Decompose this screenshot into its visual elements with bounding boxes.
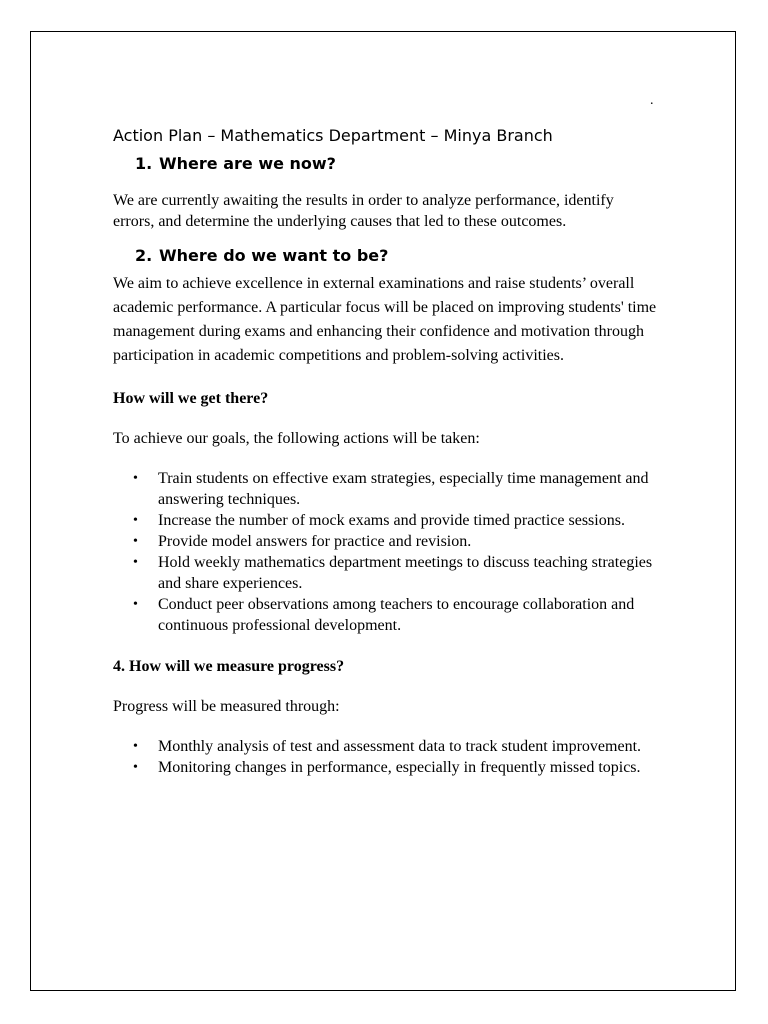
list-item: • Increase the number of mock exams and provide timed practice sessions. (133, 512, 625, 529)
section-1-number: 1. (135, 154, 153, 173)
section-3-intro: To achieve our goals, the following actions will be taken: (113, 430, 480, 447)
section-2-paragraph: We aim to achieve excellence in external examinations and raise students’ overall academic performance. A particular focus will be placed on improving students' time management during exams and enhancing their confidence and motivation through participation in academic competitions and problem-solving activities. (113, 275, 657, 364)
bullet-icon: • (133, 534, 138, 549)
bullet-icon: • (133, 513, 138, 528)
list-item: • Hold weekly mathematics department meetings to discuss teaching strategies and share experiences. (133, 554, 653, 592)
list-item: • Provide model answers for practice and revision. (133, 533, 472, 550)
list-item: • Monthly analysis of test and assessment data to track student improvement. (133, 738, 642, 755)
section-1-heading (113, 152, 658, 176)
section-2-heading (113, 244, 658, 268)
document-content (113, 124, 658, 778)
list-item: • Conduct peer observations among teachers to encourage collaboration and continuous professional development. (133, 596, 635, 634)
bullet-icon: • (133, 471, 138, 486)
section-1-paragraph: We are currently awaiting the results in order to analyze performance, identify errors, and determine the underlying causes that led to these outcomes. (113, 192, 614, 230)
list-item: • Train students on effective exam strategies, especially time management and answering techniques. (133, 470, 649, 508)
section-4-measure-list (113, 736, 658, 778)
section-4-intro: Progress will be measured through: (113, 698, 340, 715)
section-1-heading-text: Where are we now? (159, 154, 336, 173)
section-2-heading-text: Where do we want to be? (159, 246, 389, 265)
list-item: • Monitoring changes in performance, especially in frequently missed topics. (133, 759, 641, 776)
corner-mark: . (650, 93, 654, 108)
bullet-icon: • (133, 555, 138, 570)
section-3-heading: How will we get there? (113, 390, 269, 407)
section-4-heading: 4. How will we measure progress? (113, 658, 345, 675)
bullet-icon: • (133, 739, 138, 754)
bullet-icon: • (133, 760, 138, 775)
document-title: Action Plan – Mathematics Department – Minya Branch (113, 126, 553, 145)
section-2-number: 2. (135, 246, 153, 265)
bullet-icon: • (133, 597, 138, 612)
section-3-action-list (113, 468, 658, 636)
